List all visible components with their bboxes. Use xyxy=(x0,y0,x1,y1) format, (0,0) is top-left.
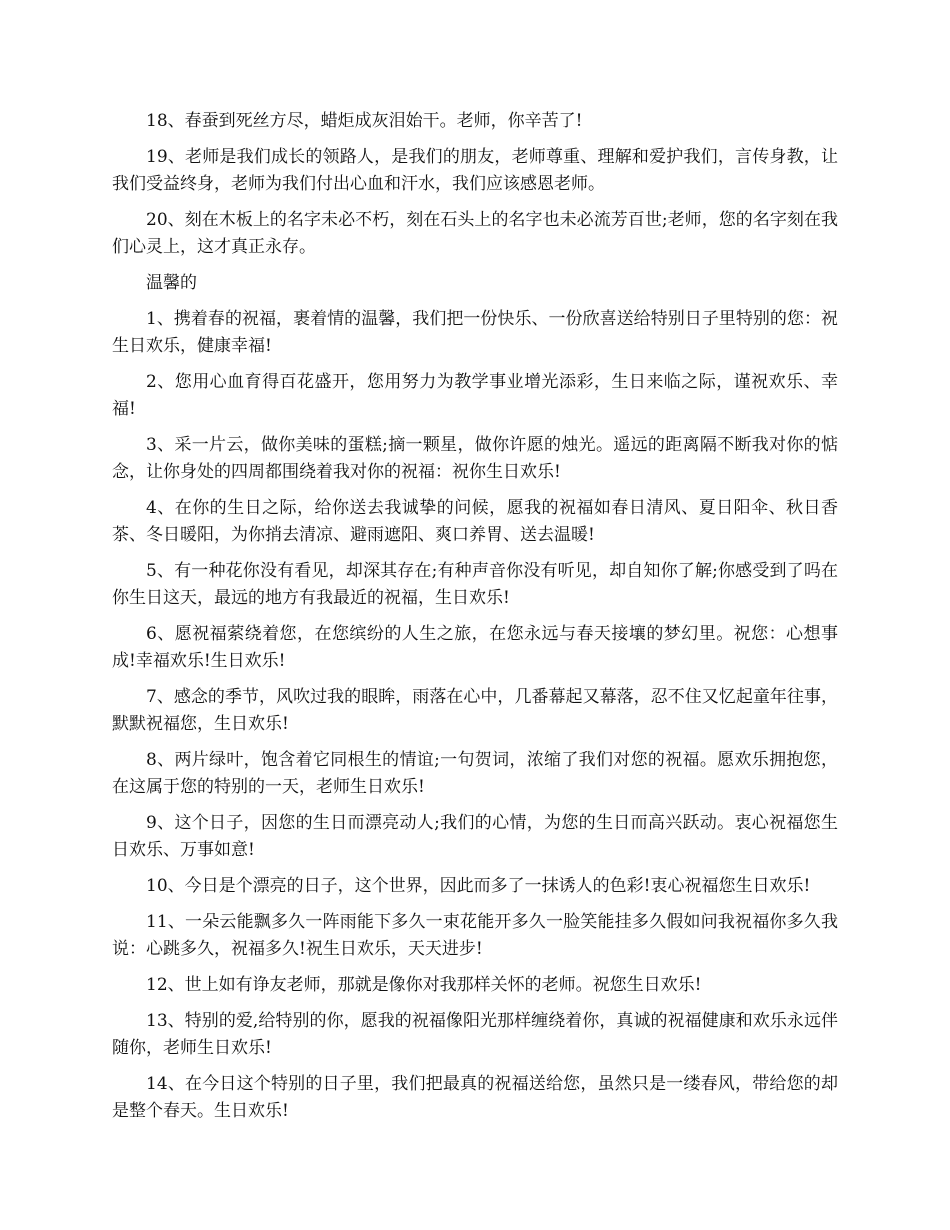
paragraph-5: 5、有一种花你没有看见，却深其存在;有种声音你没有听见，却自知你了解;你感受到了吗在你生日这天，最远的地方有我最近的祝福，生日欢乐! xyxy=(112,561,838,608)
paragraph-19: 19、老师是我们成长的领路人，是我们的朋友，老师尊重、理解和爱护我们，言传身教，让我们受益终身，老师为我们付出心血和汗水，我们应该感恩老师。 xyxy=(112,147,838,194)
paragraph-18: 18、春蚕到死丝方尽，蜡炬成灰泪始干。老师，你辛苦了! xyxy=(146,111,583,131)
paragraph-9: 9、这个日子，因您的生日而漂亮动人;我们的心情，为您的生日而高兴跃动。衷心祝福您生日欢乐、万事如意! xyxy=(112,813,838,860)
paragraph-14: 14、在今日这个特别的日子里，我们把最真的祝福送给您，虽然只是一缕春风，带给您的却是整个春天。生日欢乐! xyxy=(112,1074,838,1121)
paragraph-1: 1、携着春的祝福，裹着情的温馨，我们把一份快乐、一份欣喜送给特别日子里特别的您：祝生日欢乐，健康幸福! xyxy=(112,309,838,356)
paragraph-11: 11、一朵云能飘多久一阵雨能下多久一束花能开多久一脸笑能挂多久假如问我祝福你多久我说：心跳多久，祝福多久!祝生日欢乐，天天进步! xyxy=(112,912,838,959)
paragraph-7: 7、感念的季节，风吹过我的眼眸，雨落在心中，几番幕起又幕落，忍不住又忆起童年往事，默默祝福您，生日欢乐! xyxy=(112,687,838,734)
paragraph-6: 6、愿祝福萦绕着您，在您缤纷的人生之旅，在您永远与春天接壤的梦幻里。祝您：心想事成!幸福欢乐!生日欢乐! xyxy=(112,624,838,671)
paragraph-20: 20、刻在木板上的名字未必不朽，刻在石头上的名字也未必流芳百世;老师，您的名字刻在我们心灵上，这才真正永存。 xyxy=(112,210,838,257)
paragraph-10: 10、今日是个漂亮的日子，这个世界，因此而多了一抹诱人的色彩!衷心祝福您生日欢乐! xyxy=(146,876,811,896)
section-heading: 温馨的 xyxy=(146,273,197,293)
paragraph-4: 4、在你的生日之际，给你送去我诚挚的问候，愿我的祝福如春日清风、夏日阳伞、秋日香茶、冬日暖阳，为你捎去清凉、避雨遮阳、爽口养胃、送去温暖! xyxy=(112,498,838,545)
paragraph-2: 2、您用心血育得百花盛开，您用努力为教学事业增光添彩，生日来临之际，谨祝欢乐、幸福! xyxy=(112,372,838,419)
document-body xyxy=(112,108,838,1134)
paragraph-8: 8、两片绿叶，饱含着它同根生的情谊;一句贺词，浓缩了我们对您的祝福。愿欢乐拥抱您，在这属于您的特别的一天，老师生日欢乐! xyxy=(112,750,838,797)
paragraph-3: 3、采一片云，做你美味的蛋糕;摘一颗星，做你许愿的烛光。遥远的距离隔不断我对你的惦念，让你身处的四周都围绕着我对你的祝福：祝你生日欢乐! xyxy=(112,435,838,482)
paragraph-12: 12、世上如有诤友老师，那就是像你对我那样关怀的老师。祝您生日欢乐! xyxy=(146,975,702,995)
paragraph-13: 13、特别的爱,给特别的你，愿我的祝福像阳光那样缠绕着你，真诚的祝福健康和欢乐永远伴随你，老师生日欢乐! xyxy=(112,1011,838,1058)
